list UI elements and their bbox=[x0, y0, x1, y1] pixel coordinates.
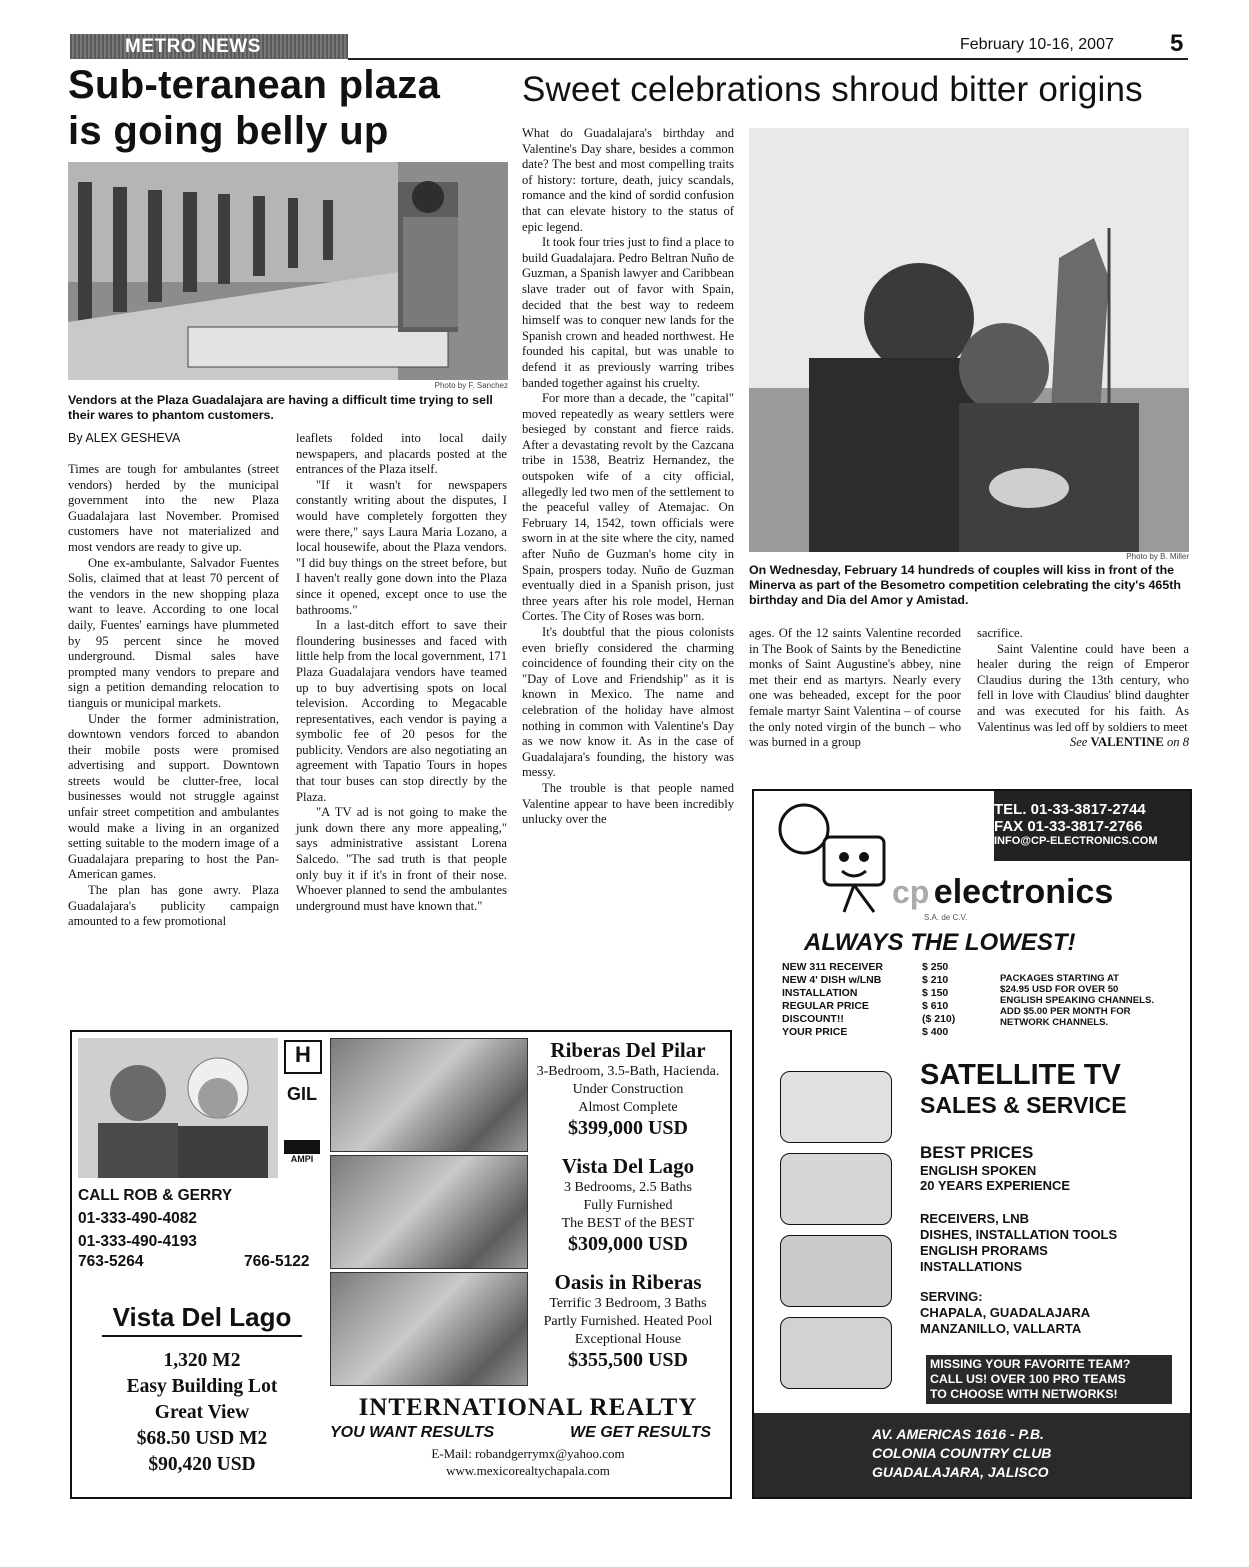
listing-line: The BEST of the BEST bbox=[561, 1216, 695, 1231]
issue-date: February 10-16, 2007 bbox=[960, 36, 1114, 53]
missing-line: MISSING YOUR FAVORITE TEAM? bbox=[930, 1357, 1131, 1371]
lot-line: $90,420 USD bbox=[148, 1454, 256, 1475]
price-value: ($ 210) bbox=[922, 1013, 956, 1025]
price-item: DISCOUNT!! bbox=[782, 1013, 844, 1025]
call-line: CALL ROB & GERRY bbox=[78, 1187, 233, 1204]
package-line: $24.95 USD FOR OVER 50 bbox=[1000, 984, 1119, 995]
brand-prefix: cp bbox=[892, 874, 930, 910]
house-photo-2 bbox=[330, 1155, 528, 1269]
bp-line: 20 YEARS EXPERIENCE bbox=[920, 1178, 1071, 1193]
price-value: $ 210 bbox=[922, 974, 949, 986]
address-line: GUADALAJARA, JALISCO bbox=[872, 1464, 1049, 1480]
logo-h: H bbox=[284, 1040, 322, 1074]
price-item: REGULAR PRICE bbox=[782, 1000, 869, 1012]
best-prices-block bbox=[920, 1143, 1070, 1193]
listing-line: Under Construction bbox=[572, 1082, 684, 1097]
realty-ad bbox=[70, 1030, 732, 1499]
article2-column-1 bbox=[522, 126, 734, 828]
serving-line: SERVING: bbox=[920, 1289, 983, 1304]
price-item: INSTALLATION bbox=[782, 987, 858, 999]
serving-block bbox=[920, 1289, 1090, 1337]
serving-line: CHAPALA, GUADALAJARA bbox=[920, 1305, 1091, 1320]
article2-photo-credit: Photo by B. Miller bbox=[1126, 552, 1189, 561]
best-prices: BEST PRICES bbox=[920, 1143, 1034, 1162]
serving-line: MANZANILLO, VALLARTA bbox=[920, 1321, 1082, 1336]
address-block bbox=[872, 1425, 1051, 1482]
listing-1[interactable] bbox=[528, 1038, 728, 1140]
article1-paragraph: "A TV ad is not going to make the junk down there any more appealing," says administrative assistant Lorena Salcedo. "The sad truth is that people only buy it if it's in front of their nose. Whoever planned to send the ambulantes underground must have known that." bbox=[296, 805, 507, 913]
price-row bbox=[782, 987, 955, 1000]
listing-line: 3 Bedrooms, 2.5 Baths bbox=[564, 1180, 692, 1195]
phone-2[interactable]: 01-333-490-4193 bbox=[78, 1233, 197, 1250]
article1-paragraph: leaflets folded into local daily newspapers, and placards posted at the entrances of the Plaza itself. bbox=[296, 431, 507, 477]
listing-line: 3-Bedroom, 3.5-Bath, Hacienda. bbox=[536, 1064, 720, 1079]
phone-3[interactable]: 763-5264 bbox=[78, 1253, 144, 1270]
listing-line: Terrific 3 Bedroom, 3 Baths bbox=[549, 1296, 707, 1311]
lot-line: Easy Building Lot bbox=[126, 1376, 278, 1397]
satellite-title-line-2: SALES & SERVICE bbox=[920, 1092, 1127, 1118]
page-number: 5 bbox=[1170, 30, 1184, 57]
contact-block bbox=[994, 801, 1158, 847]
listing-line: Partly Furnished. Heated Pool bbox=[543, 1314, 713, 1329]
satellite-title bbox=[920, 1059, 1127, 1119]
couple-photo-image bbox=[749, 128, 1189, 552]
couple-photo bbox=[749, 128, 1189, 552]
packages-block bbox=[1000, 973, 1154, 1028]
article1-byline: By ALEX GESHEVA bbox=[68, 431, 181, 445]
lot-line: 1,320 M2 bbox=[163, 1350, 241, 1371]
slogan-left: YOU WANT RESULTS bbox=[330, 1424, 495, 1441]
price-value: $ 250 bbox=[922, 961, 949, 973]
realty-email[interactable]: E-Mail: robandgerrymx@yahoo.com bbox=[431, 1446, 625, 1461]
lot-line: Great View bbox=[154, 1402, 250, 1423]
missing-team-box bbox=[926, 1355, 1172, 1404]
article2-paragraph: The trouble is that people named Valentine appear to have been incredibly unlucky over the bbox=[522, 780, 734, 827]
price-list bbox=[782, 961, 955, 1039]
article1-paragraph: "If it wasn't for newspapers constantly writing about the disputes, I would have completely forgotten they were there," says Laura Maria Lozano, a local housewife, about the Plaza vendors. "I did buy things on the street before, but I haven't really gone down into the Plaza since it opened, except once to use the bathrooms." bbox=[296, 477, 507, 617]
article2-paragraph: It took four tries just to find a place to build Guadalajara. Pedro Beltran Nuño de Guzman, a Spanish lawyer and Caribbean slave trader out of favor with Spain, decided that the best way to redeem himself was to conquer new lands for the Spanish crown and headed northwest. He founded his capital, but was unable to defend it as previously warring tribes banded together against his cruelty. bbox=[522, 235, 734, 390]
article1-paragraph: Times are tough for ambulantes (street vendors) herded by the municipal government into the new Plaza Guadalajara last November. Promised customers have not materialized and most vendors are ready to give up. bbox=[68, 462, 279, 554]
tools-image bbox=[780, 1317, 892, 1389]
vendors-photo-image bbox=[68, 162, 508, 380]
article1-column-2 bbox=[296, 431, 507, 914]
bp-line: ENGLISH SPOKEN bbox=[920, 1163, 1037, 1178]
article1-paragraph: In a last-ditch effort to save their floundering businesses and faced with little help from the local government, 171 Plaza Guadalajara vendors have teamed up to buy advertising spots on local television. According to Megacable representatives, each vendor is paying a symbolic fee of 20 pesos for the publicity. Vendors are also negotiating an agreement with Tapatio Tours in hopes that tour buses can stop directly by the Plaza. bbox=[296, 618, 507, 804]
van-image bbox=[780, 1153, 892, 1225]
price-row bbox=[782, 1026, 955, 1039]
contact-fax: FAX 01-33-3817-2766 bbox=[994, 818, 1143, 835]
article2-headline: Sweet celebrations shroud bitter origins bbox=[522, 70, 1143, 109]
agents-photo-image bbox=[78, 1038, 278, 1178]
contact-email[interactable]: INFO@CP-ELECTRONICS.COM bbox=[994, 835, 1158, 847]
article1-photo-credit: Photo by F. Sanchez bbox=[434, 381, 508, 390]
missing-line: TO CHOOSE WITH NETWORKS! bbox=[930, 1387, 1118, 1401]
price-row bbox=[782, 974, 955, 987]
lot-line: $68.50 USD M2 bbox=[136, 1428, 268, 1449]
tv-mascot-icon bbox=[764, 797, 904, 917]
service-line: INSTALLATIONS bbox=[920, 1259, 1023, 1274]
brand-name: electronics bbox=[933, 873, 1114, 911]
listing-price: $355,500 USD bbox=[567, 1349, 688, 1371]
article2-paragraph: ages. Of the 12 saints Valentine recorded in The Book of Saints by the Benedictine monks of Saint Augustine's abbey, nine met their end as martyrs. Nearly every one was beheaded, except for the poor female martyr Saint Valentina – of course the only noted virgin of the bunch – who was burned in a group bbox=[749, 626, 961, 750]
realty-website[interactable]: www.mexicorealtychapala.com bbox=[446, 1463, 610, 1478]
address-line: AV. AMERICAS 1616 - P.B. bbox=[872, 1426, 1044, 1442]
service-line: RECEIVERS, LNB bbox=[920, 1211, 1030, 1226]
section-title: METRO NEWS bbox=[125, 36, 261, 57]
article1-headline bbox=[68, 62, 508, 154]
price-row bbox=[782, 961, 955, 974]
article2-paragraph: For more than a decade, the "capital" moved repeatedly as weary settlers were besieged by constant and fierce raids. After a devastating revolt by the Cazcana tribe in 1538, Beatriz Hernandez, the outspoken wife of a city official, allegedly led two men of the settlement to the peaceful valley of Atemajac. On February 14, 1542, town officials were sworn in at the site where the city, named after Nuño de Guzman's home city in Spain, prospers today. Nuño de Guzman eventually died in a Spanish prison, just three years after his role model, Hernan Cortes. The City of Roses was born. bbox=[522, 391, 734, 624]
logo-ampi: AMPI bbox=[284, 1140, 320, 1164]
receiver-image bbox=[780, 1071, 892, 1143]
jump-name: VALENTINE bbox=[1090, 735, 1164, 750]
house-photo-3 bbox=[330, 1272, 528, 1386]
article2-paragraph: It's doubtful that the pious colonists even briefly considered the charming coincidence of founding their city on the "Day of Love and Friendship" as it is known in Mexico. The name and celebration of the holiday have almost nothing in common with Valentine's Day as we now know it. As in the case of Guadalajara's founding, the history was messy. bbox=[522, 625, 734, 780]
realty-company: INTERNATIONAL REALTY bbox=[358, 1394, 698, 1421]
address-line: COLONIA COUNTRY CLUB bbox=[872, 1445, 1052, 1461]
article1-paragraph: Under the former administration, downtown vendors forced to abandon their mobile posts were promised advertising and support. Downtown streets would be clutter-free, local businesses would not struggle against unfair street competition and ambulantes would make a living in an organized setting suitable to the modern image of a Guadalajara preparing to host the Pan-American games. bbox=[68, 711, 279, 882]
header-rule bbox=[348, 58, 1188, 60]
listing-line: Fully Furnished bbox=[583, 1198, 673, 1213]
package-line: ENGLISH SPEAKING CHANNELS. bbox=[1000, 995, 1155, 1006]
headline-line-2: is going belly up bbox=[68, 109, 389, 153]
package-line: ADD $5.00 PER MONTH FOR bbox=[1000, 1006, 1131, 1017]
price-row bbox=[782, 1000, 955, 1013]
brand-logo bbox=[892, 873, 1113, 912]
dish-image bbox=[780, 1235, 892, 1307]
continued-line[interactable] bbox=[977, 735, 1189, 751]
article1-caption: Vendors at the Plaza Guadalajara are having a difficult time trying to sell their wares to phantom customers. bbox=[68, 393, 493, 422]
missing-line: CALL US! OVER 100 PRO TEAMS bbox=[930, 1372, 1126, 1386]
article1-column-1 bbox=[68, 462, 279, 930]
listing-line: Almost Complete bbox=[578, 1100, 678, 1115]
article2-paragraph: sacrifice. bbox=[977, 626, 1023, 640]
house-photo-1 bbox=[330, 1038, 528, 1152]
tagline: ALWAYS THE LOWEST! bbox=[804, 929, 1076, 956]
jump-prefix: See bbox=[1069, 735, 1088, 750]
agents-photo bbox=[78, 1038, 278, 1178]
listing-name: Oasis in Riberas bbox=[554, 1270, 702, 1294]
contact-tel[interactable]: TEL. 01-33-3817-2744 bbox=[994, 801, 1146, 818]
lot-title: Vista Del Lago bbox=[102, 1302, 302, 1337]
article1-paragraph: The plan has gone awry. Plaza Guadalajara's publicity campaign amounted to a few promotional bbox=[68, 883, 279, 929]
phone-4[interactable]: 766-5122 bbox=[244, 1253, 310, 1270]
service-line: ENGLISH PRORAMS bbox=[920, 1243, 1048, 1258]
listing-3[interactable] bbox=[528, 1270, 728, 1372]
price-value: $ 610 bbox=[922, 1000, 949, 1012]
price-item: NEW 4' DISH w/LNB bbox=[782, 974, 882, 986]
vendors-photo bbox=[68, 162, 508, 380]
brand-sub: S.A. de C.V. bbox=[924, 913, 968, 922]
jump-suffix: on 8 bbox=[1166, 735, 1189, 750]
headline-line-1: Sub-teranean plaza bbox=[68, 63, 441, 107]
article2-caption: On Wednesday, February 14 hundreds of couples will kiss in front of the Minerva as part of the Besometro competition celebrating the city's 465th birthday and Dia del Amor y Amistad. bbox=[749, 563, 1181, 607]
section-banner bbox=[70, 34, 348, 59]
agents-contact bbox=[78, 1184, 318, 1253]
price-item: NEW 311 RECEIVER bbox=[782, 961, 883, 973]
article2-paragraph: What do Guadalajara's birthday and Valentine's Day share, besides a common date? The best and most compelling traits of history: torture, death, juicy scandals, romance and the kind of sordid confusion that can elevate history to the status of epic legend. bbox=[522, 126, 734, 234]
logo-gil: GIL bbox=[287, 1084, 317, 1104]
listing-2[interactable] bbox=[528, 1154, 728, 1256]
listing-line: Exceptional House bbox=[574, 1332, 682, 1347]
satellite-title-line-1: SATELLITE TV bbox=[920, 1059, 1121, 1091]
slogan-right: WE GET RESULTS bbox=[570, 1424, 712, 1441]
article2-paragraph: Saint Valentine could have been a healer during the reign of Emperor Claudius during the 13th century, who fell in love with Claudius' blind daughter and was executed for his faith. As Valentinus was led off by soldiers to meet bbox=[977, 641, 1189, 734]
article1-paragraph: One ex-ambulante, Salvador Fuentes Solis, claimed that at least 70 percent of the vendors in the new shopping plaza want to leave. According to one local daily, Fuentes' earnings have plummeted by 95 percent since he moved underground. Dismal sales have prompted many vendors to prepare and sign a petition demanding relocation to tianguis or municipal markets. bbox=[68, 555, 279, 710]
price-value: $ 150 bbox=[922, 987, 949, 999]
article2-column-2 bbox=[749, 626, 961, 751]
listing-name: Riberas Del Pilar bbox=[550, 1038, 706, 1062]
electronics-ad bbox=[752, 789, 1192, 1499]
services-block bbox=[920, 1211, 1117, 1275]
service-line: DISHES, INSTALLATION TOOLS bbox=[920, 1227, 1118, 1242]
listing-price: $309,000 USD bbox=[567, 1233, 688, 1255]
price-row bbox=[782, 1013, 955, 1026]
price-item: YOUR PRICE bbox=[782, 1026, 848, 1038]
price-value: $ 400 bbox=[922, 1026, 949, 1038]
lot-details bbox=[102, 1348, 302, 1478]
package-line: PACKAGES STARTING AT bbox=[1000, 973, 1120, 984]
listing-name: Vista Del Lago bbox=[561, 1154, 695, 1178]
listing-price: $399,000 USD bbox=[567, 1117, 688, 1139]
article2-column-3 bbox=[977, 626, 1189, 751]
phone-1[interactable]: 01-333-490-4082 bbox=[78, 1210, 197, 1227]
package-line: NETWORK CHANNELS. bbox=[1000, 1017, 1109, 1028]
